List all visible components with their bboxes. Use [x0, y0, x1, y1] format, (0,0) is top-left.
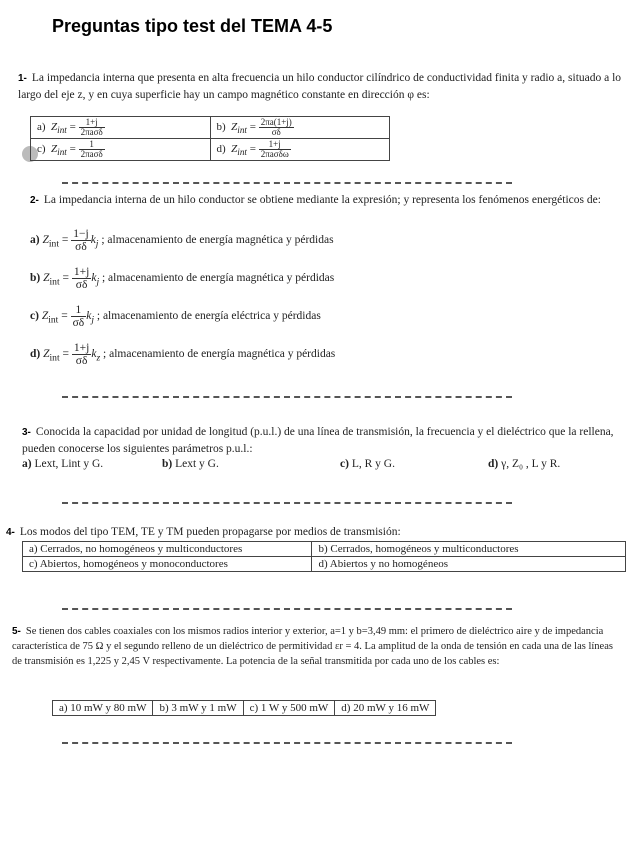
- q4-option-a[interactable]: a) Cerrados, no homogéneos y multiconductores: [23, 542, 312, 557]
- q1-option-a[interactable]: a) $Z_{int}$ = $\frac{1+j}{\text{2πaσδ}}$: [31, 117, 211, 139]
- question-number: 3-: [22, 427, 31, 438]
- q3-option-d[interactable]: d) γ, Z₀ , L y R.: [488, 458, 561, 470]
- separator: [62, 182, 512, 184]
- question-1: [18, 70, 626, 103]
- q1-option-b[interactable]: b) $Z_{int}$ = $\frac{2\pi a(1+j)}{\sigma\delta}$: [210, 117, 390, 139]
- q5-option-a[interactable]: a) 10 mW y 80 mW: [53, 701, 153, 716]
- q2-option-b[interactable]: b) $Z_{int}$ = $\frac{1+j}{\sigma\delta}$ $k_j$ ; almacenamiento de energía magnética y pérdidas: [30, 266, 335, 291]
- question-text: La impedancia interna de un hilo conductor se obtiene mediante la expresión; y representa los fenómenos energéticos de:: [43, 194, 601, 206]
- question-number: 1-: [18, 73, 27, 84]
- q4-options-table: [22, 541, 626, 572]
- page-title: Preguntas tipo test del TEMA 4-5: [52, 16, 333, 36]
- q2-option-d[interactable]: d) $Z_{int}$ = $\frac{1+j}{\sigma\delta}$ $k_z$ ; almacenamiento de energía magnética y pérdidas: [30, 342, 336, 367]
- q2-option-c[interactable]: c) $Z_{int}$ = $\frac{1}{\sigma\delta}$ $k_j$ ; almacenamiento de energía eléctrica y pérdidas: [30, 304, 321, 329]
- q5-option-d[interactable]: d) 20 mW y 16 mW: [335, 701, 436, 716]
- q5-option-c[interactable]: c) 1 W y 500 mW: [243, 701, 335, 716]
- question-text: La impedancia interna que presenta en alta frecuencia un hilo conductor cilíndrico de conductividad finita y radio a, situado a lo largo del eje z, y en cuya superficie hay un campo magnético constante en dirección φ es:: [18, 72, 622, 101]
- q3-option-b[interactable]: b) Lext y G.: [162, 458, 219, 470]
- separator: [62, 608, 512, 610]
- q3-option-a[interactable]: a) Lext, Lint y G.: [22, 458, 104, 470]
- question-number: 2-: [30, 195, 39, 206]
- q5-option-b[interactable]: b) 3 mW y 1 mW: [153, 701, 243, 716]
- q1-option-d[interactable]: d) $Z_{int}$ = $\frac{1+j}{\text{2πaσδω}}$: [210, 139, 390, 161]
- question-2: [30, 192, 620, 209]
- q1-option-c[interactable]: c) $Z_{int}$ = $\frac{1}{\text{2πaσδ}}$: [31, 139, 211, 161]
- q4-option-c[interactable]: c) Abiertos, homogéneos y monoconductores: [23, 557, 312, 572]
- question-text: Conocida la capacidad por unidad de longitud (p.u.l.) de una línea de transmisión, la frecuencia y el dieléctrico que la rellena, pueden conocerse los siguientes parámetros p.u.l.:: [22, 426, 614, 455]
- q4-option-d[interactable]: d) Abiertos y no homogéneos: [312, 557, 626, 572]
- q1-options-table: [30, 116, 390, 161]
- question-3: [22, 424, 620, 457]
- question-text: Se tienen dos cables coaxiales con los mismos radios interior y exterior, a=1 y b=3,49 mm: el primero de dieléctrico aire y de impedancia característica de 75 Ω y el segundo relleno de un dieléctrico de permitividad εr = 4. La amplitud de la onda de tensión en cada una de las líneas de transmisión es 1,225 y 2,45 V respectivamente. La potencia de la señal transmitida por cada uno de los cables es:: [12, 626, 613, 667]
- q5-options-table: [52, 700, 436, 716]
- separator: [62, 502, 512, 504]
- q2-option-a[interactable]: a) $Z_{int}$ = $\frac{1-j}{\sigma\delta}$ $k_j$ ; almacenamiento de energía magnética y pérdidas: [30, 228, 334, 253]
- question-number: 5-: [12, 626, 21, 637]
- question-5: [12, 624, 624, 669]
- question-4: [6, 524, 620, 541]
- separator: [62, 396, 512, 398]
- q3-option-c[interactable]: c) L, R y G.: [340, 458, 395, 470]
- q4-option-b[interactable]: b) Cerrados, homogéneos y multiconductores: [312, 542, 626, 557]
- question-number: 4-: [6, 527, 15, 538]
- separator: [62, 742, 512, 744]
- question-text: Los modos del tipo TEM, TE y TM pueden propagarse por medios de transmisión:: [19, 526, 401, 538]
